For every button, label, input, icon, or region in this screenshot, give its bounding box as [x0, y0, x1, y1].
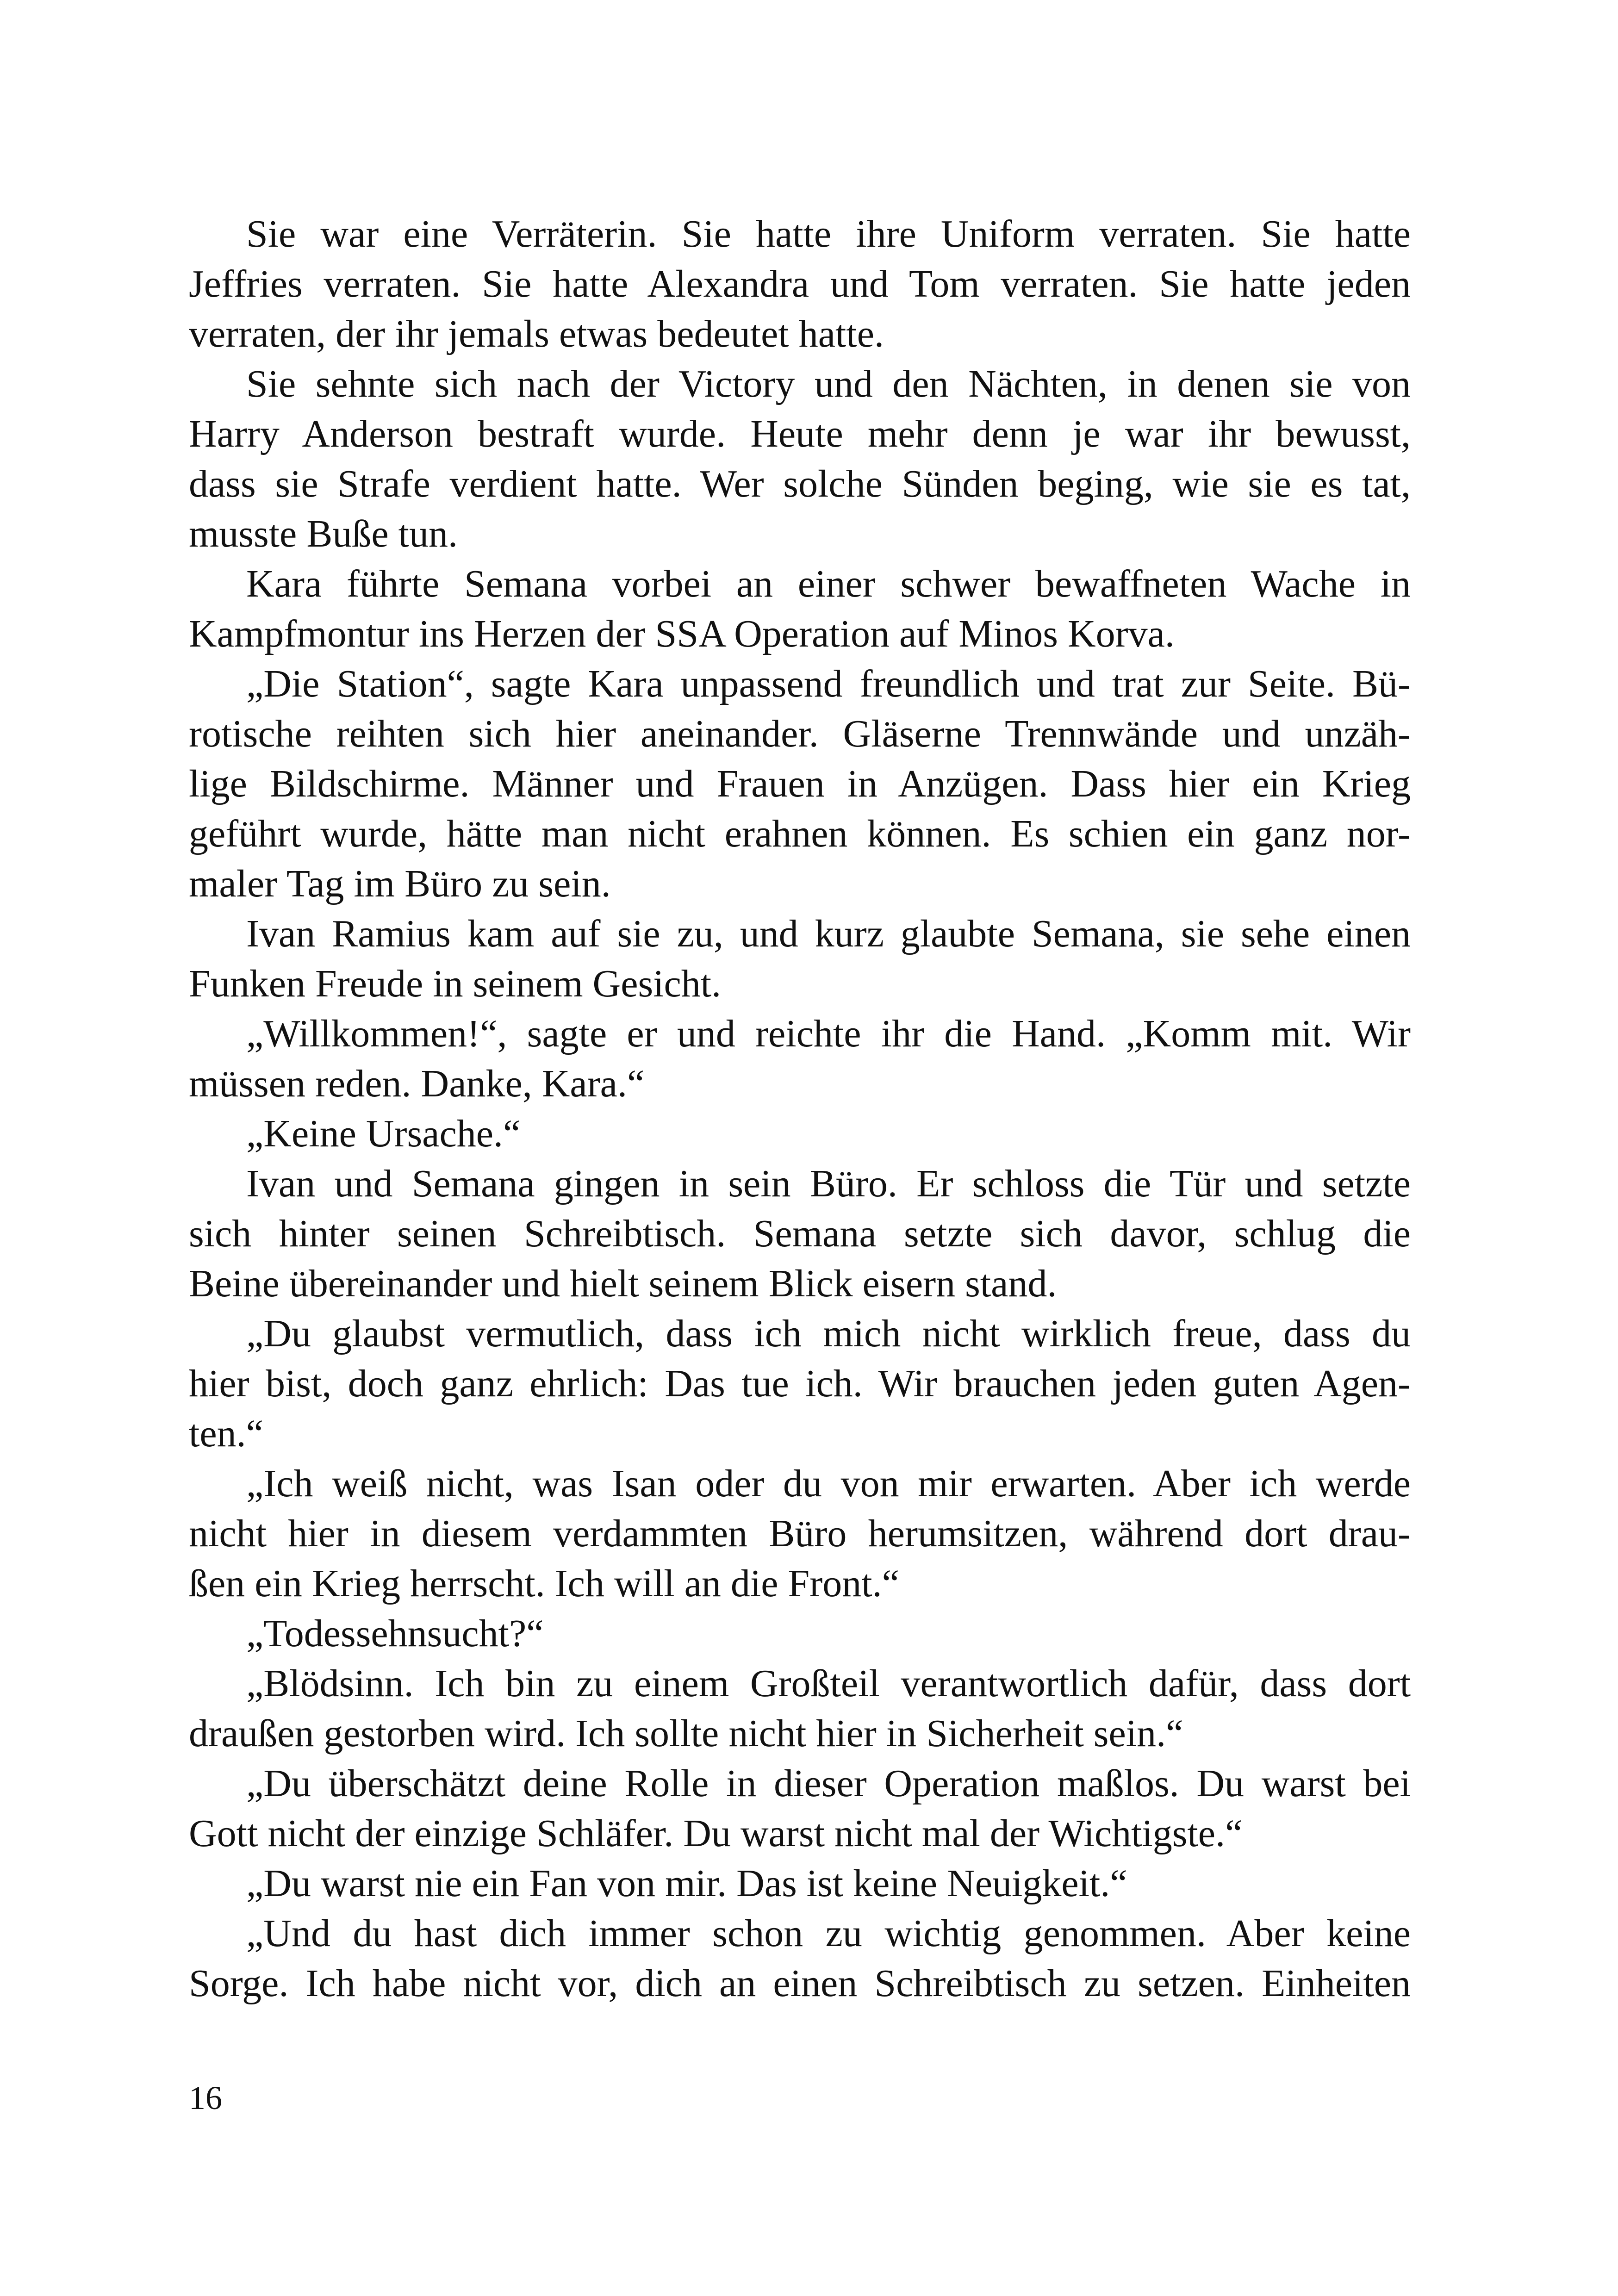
paragraph	[189, 1759, 1411, 1859]
paragraph	[189, 559, 1411, 659]
text-line: Ivan und Semana gingen in sein Büro. Er schloss die Tür und setzte	[246, 1162, 1411, 1205]
text-line: Kara führte Semana vorbei an einer schwer bewaffneten Wache in	[246, 562, 1411, 605]
text-line: „Du überschätzt deine Rolle in dieser Operation maßlos. Du warst bei	[246, 1762, 1411, 1805]
text-line: geführt wurde, hätte man nicht erahnen können. Es schien ein ganz nor-	[189, 812, 1411, 855]
text-line: „Willkommen!“, sagte er und reichte ihr die Hand. „Komm mit. Wir	[246, 1012, 1411, 1055]
paragraph	[189, 359, 1411, 559]
text-line: verraten, der ihr jemals etwas bedeutet hatte.	[189, 312, 884, 355]
text-line: müssen reden. Danke, Kara.“	[189, 1062, 645, 1105]
text-line: hier bist, doch ganz ehrlich: Das tue ich. Wir brauchen jeden guten Agen-	[189, 1362, 1411, 1405]
text-line: musste Buße tun.	[189, 512, 458, 555]
text-line: Beine übereinander und hielt seinem Blick eisern stand.	[189, 1262, 1057, 1305]
text-line: „Du warst nie ein Fan von mir. Das ist keine Neuigkeit.“	[246, 1862, 1127, 1905]
text-line: Kampfmontur ins Herzen der SSA Operation auf Minos Korva.	[189, 612, 1175, 655]
text-line: „Keine Ursache.“	[246, 1112, 521, 1155]
text-line: „Blödsinn. Ich bin zu einem Großteil verantwortlich dafür, dass dort	[246, 1662, 1411, 1705]
text-line: Gott nicht der einzige Schläfer. Du warst nicht mal der Wichtigste.“	[189, 1812, 1243, 1855]
text-line: Sorge. Ich habe nicht vor, dich an einen Schreibtisch zu setzen. Einheiten	[189, 1962, 1411, 2005]
text-line: „Ich weiß nicht, was Isan oder du von mir erwarten. Aber ich werde	[246, 1462, 1411, 1505]
paragraph	[189, 1459, 1411, 1609]
paragraph	[189, 1159, 1411, 1309]
text-line: Jeffries verraten. Sie hatte Alexandra und Tom verraten. Sie hatte jeden	[189, 262, 1411, 305]
text-line: „Du glaubst vermutlich, dass ich mich nicht wirklich freue, dass du	[246, 1312, 1411, 1355]
text-line: lige Bildschirme. Männer und Frauen in Anzügen. Dass hier ein Krieg	[189, 762, 1411, 805]
text-line: Sie sehnte sich nach der Victory und den Nächten, in denen sie von	[246, 362, 1411, 405]
paragraph	[189, 659, 1411, 909]
text-line: ßen ein Krieg herrscht. Ich will an die Front.“	[189, 1562, 899, 1605]
text-line: maler Tag im Büro zu sein.	[189, 862, 611, 905]
text-line: dass sie Strafe verdient hatte. Wer solche Sünden beging, wie sie es tat,	[189, 462, 1411, 505]
text-line: draußen gestorben wird. Ich sollte nicht hier in Sicherheit sein.“	[189, 1712, 1183, 1755]
text-line: Sie war eine Verräterin. Sie hatte ihre Uniform verraten. Sie hatte	[246, 212, 1411, 255]
paragraph	[189, 1859, 1411, 1909]
paragraph	[189, 209, 1411, 359]
paragraph	[189, 1659, 1411, 1759]
text-line: Harry Anderson bestraft wurde. Heute mehr denn je war ihr bewusst,	[189, 412, 1411, 455]
text-line: nicht hier in diesem verdammten Büro herumsitzen, während dort drau-	[189, 1512, 1411, 1555]
body-text	[189, 209, 1411, 2009]
text-line: rotische reihten sich hier aneinander. Gläserne Trennwände und unzäh-	[189, 712, 1411, 755]
paragraph	[189, 909, 1411, 1009]
paragraph	[189, 1609, 1411, 1659]
text-line: „Die Station“, sagte Kara unpassend freundlich und trat zur Seite. Bü-	[246, 662, 1411, 705]
text-line: „Und du hast dich immer schon zu wichtig genommen. Aber keine	[246, 1912, 1411, 1955]
paragraph	[189, 1109, 1411, 1159]
text-line: sich hinter seinen Schreibtisch. Semana setzte sich davor, schlug die	[189, 1212, 1411, 1255]
text-line: „Todessehnsucht?“	[246, 1612, 544, 1655]
paragraph	[189, 1909, 1411, 2009]
paragraph	[189, 1009, 1411, 1109]
page-number: 16	[189, 2079, 222, 2116]
text-line: ten.“	[189, 1412, 263, 1455]
text-line: Ivan Ramius kam auf sie zu, und kurz glaubte Semana, sie sehe einen	[246, 912, 1411, 955]
paragraph	[189, 1309, 1411, 1459]
text-line: Funken Freude in seinem Gesicht.	[189, 962, 722, 1005]
